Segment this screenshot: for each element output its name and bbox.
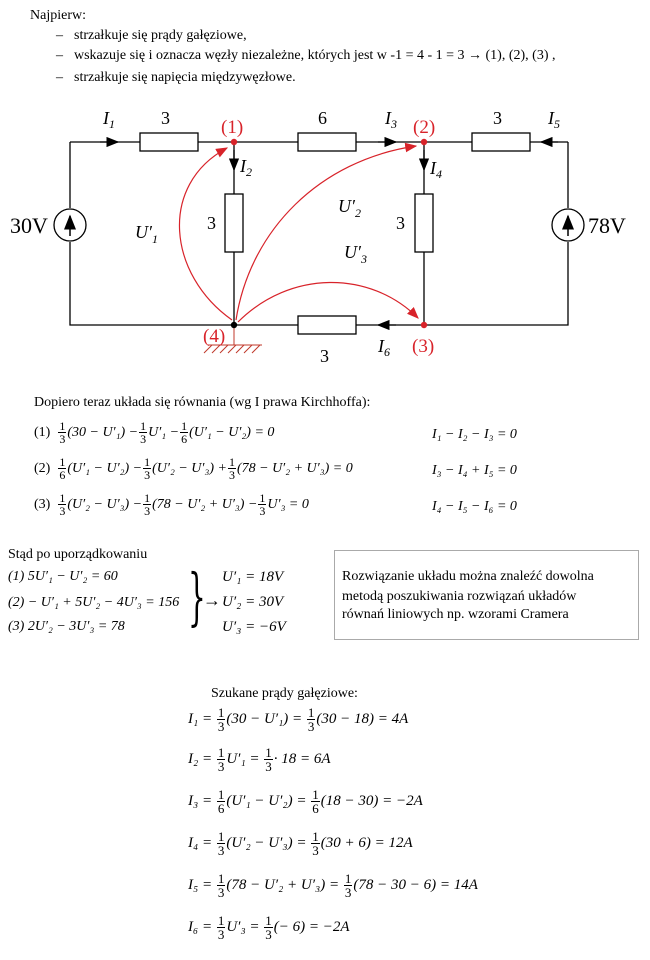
ordered-row-3: (3) 2U′₂ − 3U′₃ = 78 [8,619,125,634]
intro-item-1: strzałkuje się prądy gałęziowe, [74,28,247,43]
resistance-label-r4: 3 [207,213,216,233]
node-label-3: (3) [412,336,435,357]
solution-u3: U′₃ = −6V [222,619,286,635]
node-dot-3 [421,322,427,328]
circuit-diagram [0,95,650,370]
resistance-label-r5: 3 [396,213,405,233]
voltage-label-u2: $U'_2$ [338,196,361,220]
current-result-i4: I₄ = $\frac{1}{3}$ (U′₂ − U′₃) = $\frac{1}{3}$ (30 + 6) = 12A [188,829,413,858]
note-box [334,550,639,640]
note-line-2: metodą poszukiwania rozwiązań układów [342,589,577,604]
solution-u1: U′₁ = 18V [222,569,284,585]
resistor-r2 [298,133,356,151]
resistance-label-r3: 3 [493,108,502,128]
current-label-i1: $I_1$ [103,108,115,131]
resistor-r3 [472,133,530,151]
node-label-2: (2) [413,117,436,138]
current-result-i6: I₆ = $\frac{1}{3}$ U′₃ = $\frac{1}{3}$ (− 6) = −2A [188,913,350,942]
bullet-dash: – [56,70,63,85]
solution-u2: U′₂ = 30V [222,594,284,610]
bullet-dash: – [56,48,63,63]
current-label-i2: $I_2$ [240,156,252,179]
node-dot-1 [231,139,237,145]
equation-row-3: (3) $\frac{1}{3}$ (U′₂ − U′₃) − $\frac{1}{3}$ (78 − U′₂ + U′₃) − $\frac{1}{3}$ U′₃ = 0 [34,491,309,518]
resistor-r5 [415,194,433,252]
kcl-equation-1: I₁ − I₂ − I₃ = 0 [432,427,517,442]
note-line-3: równań liniowych np. wzorami Cramera [342,607,569,622]
node-label-4: (4) [203,326,226,347]
current-label-i6: $I_6$ [378,336,390,359]
voltage-label-u1: $U'_1$ [135,222,158,246]
node-dot-4 [231,322,237,328]
voltage-arrow-u1 [179,148,232,320]
current-label-i5: $I_5$ [548,108,560,131]
note-line-1: Rozwiązanie układu można znaleźć dowolna [342,569,594,584]
current-label-i4: $I_4$ [430,158,442,181]
current-result-i1: I₁ = $\frac{1}{3}$ (30 − U′₁) = $\frac{1}{3}$ (30 − 18) = 4A [188,705,409,734]
node-dot-2 [421,139,427,145]
current-result-i3: I₃ = $\frac{1}{6}$ (U′₁ − U′₂) = $\frac{1}{6}$ (18 − 30) = −2A [188,787,423,816]
ordered-row-1: (1) 5U′₁ − U′₂ = 60 [8,569,118,584]
bullet-dash: – [56,28,63,43]
resistance-label-r1: 3 [161,108,170,128]
source-label-left: 30V [10,213,48,238]
voltage-label-u3: $U'_3$ [344,242,367,266]
ordered-heading: Stąd po uporządkowaniu [8,547,148,562]
equation-row-1: (1) $\frac{1}{3}$ (30 − U′₁) − $\frac{1}{3}$ U′₁ − $\frac{1}{6}$ (U′₁ − U′₂) = 0 [34,419,275,446]
intro-title: Najpierw: [30,8,86,23]
resistor-r6 [298,316,356,334]
equations-heading: Dopiero teraz układa się równania (wg I prawa Kirchhoffa): [34,395,371,410]
current-result-i2: I₂ = $\frac{1}{3}$ U′₁ = $\frac{1}{3}$ · 18 = 6A [188,745,331,774]
intro-item-2: wskazuje się i oznacza węzły niezależne, których jest w -1 = 4 - 1 = 3 → (1), (2), (3) , [74,48,556,63]
ordered-row-2: (2) − U′₁ + 5U′₂ − 4U′₃ = 156 [8,595,180,610]
voltage-arrow-u2 [236,146,416,320]
resistance-label-r2: 6 [318,108,327,128]
intro-item-3: strzałkuje się napięcia międzywęzłowe. [74,70,296,85]
brace-symbol: } [188,560,206,633]
arrow-right-icon: → [203,590,221,610]
current-result-i5: I₅ = $\frac{1}{3}$ (78 − U′₂ + U′₃) = $\frac{1}{3}$ (78 − 30 − 6) = 14A [188,871,478,900]
resistor-r4 [225,194,243,252]
kcl-equation-2: I₃ − I₄ + I₅ = 0 [432,463,517,478]
currents-heading: Szukane prądy gałęziowe: [211,686,358,701]
current-label-i3: $I_3$ [385,108,397,131]
node-label-1: (1) [221,117,244,138]
kcl-equation-3: I₄ − I₅ − I₆ = 0 [432,499,517,514]
resistance-label-r6: 3 [320,346,329,366]
equation-row-2: (2) $\frac{1}{6}$ (U′₁ − U′₂) − $\frac{1}{3}$ (U′₂ − U′₃) + $\frac{1}{3}$ (78 − U′₂ + U′₃) = 0 [34,455,353,482]
source-label-right: 78V [588,213,626,238]
resistor-r1 [140,133,198,151]
